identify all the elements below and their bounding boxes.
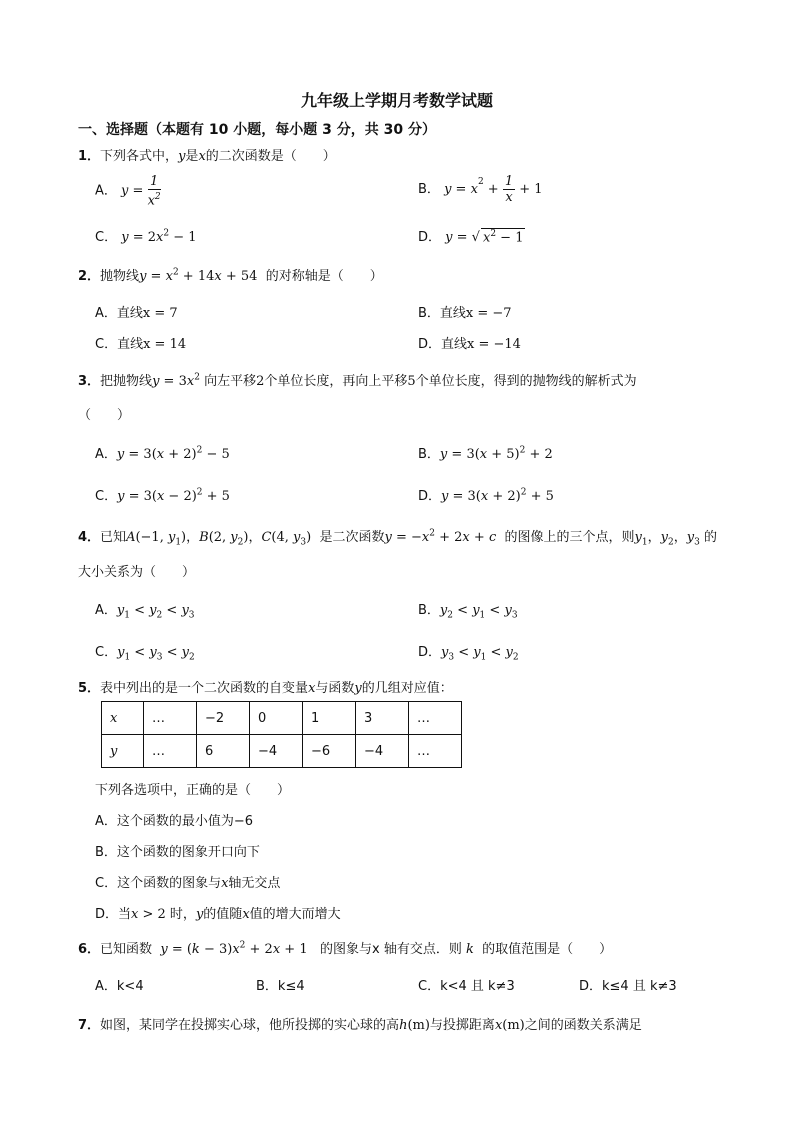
table-cell: y	[102, 735, 144, 768]
question-7: 7．如图，某同学在投掷实心球，他所投掷的实心球的高h(m)与投掷距离x(m)之间的函数关系满足	[78, 1018, 642, 1033]
q6-option-a[interactable]: A．k<4	[95, 979, 144, 994]
q5-option-a[interactable]: A．这个函数的最小值为−6	[95, 814, 254, 829]
table-cell: 1	[303, 702, 356, 735]
table-cell: −6	[303, 735, 356, 768]
table-cell: …	[144, 702, 197, 735]
question-number: 5．	[78, 681, 101, 696]
question-5: 5．表中列出的是一个二次函数的自变量x与函数y的几组对应值：	[78, 681, 453, 696]
table-cell: x	[102, 702, 144, 735]
q1-option-d[interactable]: D． y = √ $x^2 - 1$	[418, 228, 524, 245]
page-title: 九年级上学期月考数学试题	[300, 91, 493, 110]
table-row	[102, 702, 462, 735]
question-2: 2．抛物线$y = x^2 + 14x + 54$ 的对称轴是（ ）	[78, 267, 383, 284]
question-3: 3．把抛物线$y = 3x^2$ 向左平移2个单位长度，再向上平移5个单位长度，得到的抛物线的解析式为	[78, 372, 637, 389]
table-cell: …	[409, 735, 462, 768]
question-number: 1．	[78, 149, 101, 164]
section-heading: 一、选择题（本题有 10 小题，每小题 3 分，共 30 分）	[78, 122, 436, 138]
question-4-line2: 大小关系为（ ）	[78, 565, 196, 580]
question-5-sub: 下列各选项中，正确的是（ ）	[95, 783, 291, 798]
question-number: 2．	[78, 269, 101, 284]
q6-option-d[interactable]: D．k≤4 且 k≠3	[579, 979, 677, 994]
question-number: 6．	[78, 942, 101, 957]
q3-option-d[interactable]: D．$y = 3(x + 2)^2 + 5$	[418, 487, 554, 504]
q4-option-c[interactable]: C．$y_1 < y_3 < y_2$	[95, 645, 195, 663]
value-table	[101, 701, 462, 768]
table-cell: …	[409, 702, 462, 735]
q5-option-d[interactable]: D．当x > 2 时，y的值随x值的增大而增大	[95, 907, 341, 922]
q5-option-c[interactable]: C．这个函数的图象与x轴无交点	[95, 876, 281, 891]
q4-option-a[interactable]: A．$y_1 < y_2 < y_3$	[95, 603, 195, 621]
question-6: 6．已知函数 $y = (k - 3)x^2 + 2x + 1$ 的图象与x 轴有交点．则 k 的取值范围是（ ）	[78, 940, 613, 957]
table-row	[102, 735, 462, 768]
q2-option-a[interactable]: A．直线x = 7	[95, 306, 178, 321]
q3-option-c[interactable]: C．$y = 3(x - 2)^2 + 5$	[95, 487, 230, 504]
table-cell: −2	[197, 702, 250, 735]
question-4: 4．已知A(−1, $y_1$)，B(2, $y_2$)，C(4, $y_3$) 是二次函数$y = -x^2 + 2x + c$ 的图像上的三个点，则$y_1$，$y_2$，$y_3$ 的	[78, 528, 717, 548]
table-cell: −4	[356, 735, 409, 768]
q2-option-c[interactable]: C．直线x = 14	[95, 337, 187, 352]
q1-option-a[interactable]: A． y = $\frac{1}{x^2}$	[95, 174, 161, 209]
q3-option-a[interactable]: A．$y = 3(x + 2)^2 - 5$	[95, 445, 230, 462]
question-number: 7．	[78, 1018, 101, 1033]
q6-option-b[interactable]: B．k≤4	[256, 979, 305, 994]
q5-option-b[interactable]: B．这个函数的图象开口向下	[95, 845, 260, 860]
question-number: 4．	[78, 530, 101, 545]
question-number: 3．	[78, 374, 101, 389]
q1-option-c[interactable]: C． $y = 2x^2 - 1$	[95, 228, 197, 245]
table-cell: −4	[250, 735, 303, 768]
table-cell: 0	[250, 702, 303, 735]
table-cell: 3	[356, 702, 409, 735]
q2-option-b[interactable]: B．直线x = −7	[418, 306, 512, 321]
table-cell: …	[144, 735, 197, 768]
q2-option-d[interactable]: D．直线x = −14	[418, 337, 521, 352]
question-1: 1．下列各式中，y是x的二次函数是（ ）	[78, 149, 336, 164]
question-3-blank: （ ）	[78, 408, 131, 423]
table-cell: 6	[197, 735, 250, 768]
q3-option-b[interactable]: B．$y = 3(x + 5)^2 + 2$	[418, 445, 553, 462]
q1-option-b[interactable]: B． $y = x^2$ + $\frac{1}{x}$ + 1	[418, 174, 543, 205]
q4-option-d[interactable]: D．$y_3 < y_1 < y_2$	[418, 645, 519, 663]
q6-option-c[interactable]: C．k<4 且 k≠3	[418, 979, 515, 994]
q4-option-b[interactable]: B．$y_2 < y_1 < y_3$	[418, 603, 518, 621]
